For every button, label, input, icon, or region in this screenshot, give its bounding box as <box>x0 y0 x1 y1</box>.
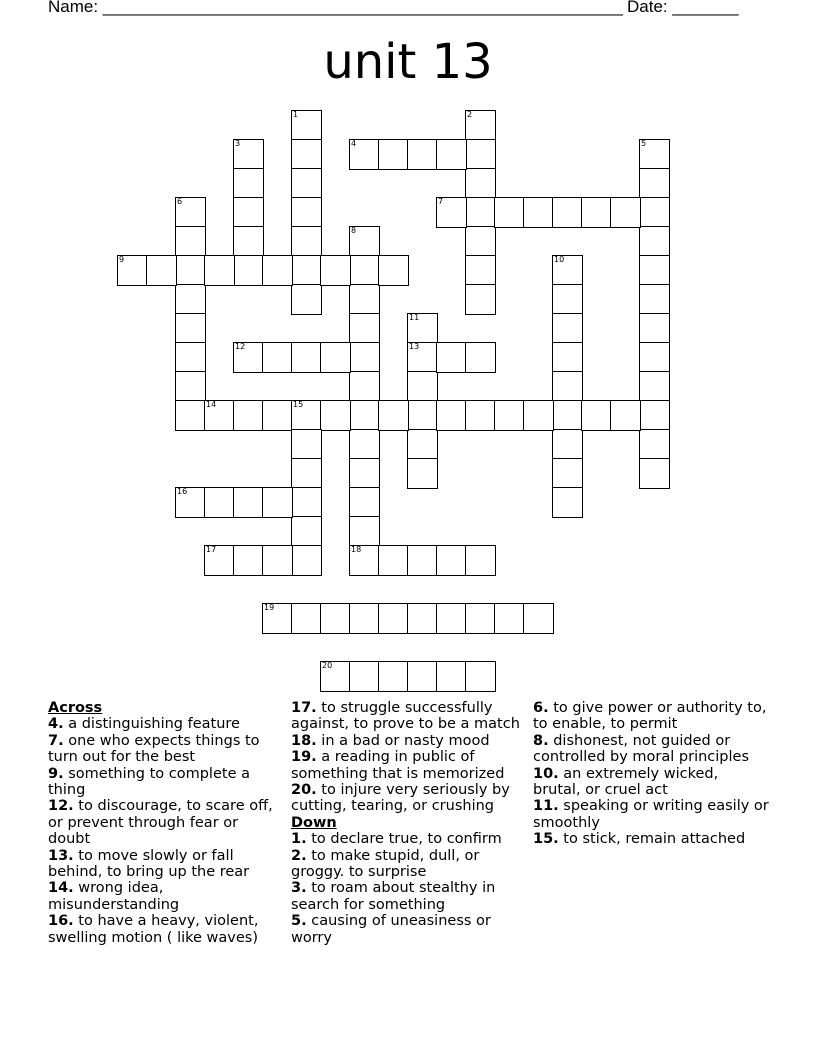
clue-number-label: 12 <box>235 342 246 351</box>
crossword-cell[interactable] <box>378 603 409 634</box>
crossword-cell[interactable] <box>349 342 380 373</box>
crossword-cell[interactable] <box>291 516 322 547</box>
crossword-cell[interactable] <box>552 197 583 228</box>
name-field-label: Name: _______________________________________________________ <box>48 0 623 16</box>
clue-down-8: 8. dishonest, not guided or controlled by moral principles <box>533 732 749 766</box>
crossword-cell[interactable] <box>349 487 380 518</box>
crossword-cell[interactable] <box>407 429 438 460</box>
crossword-cell[interactable] <box>233 139 264 170</box>
crossword-cell[interactable] <box>233 487 264 518</box>
crossword-cell[interactable] <box>146 255 177 286</box>
clue-number-label: 2 <box>467 110 473 119</box>
crossword-cell[interactable] <box>349 545 380 576</box>
crossword-cell[interactable] <box>639 342 670 373</box>
clue-number-label: 20 <box>322 661 333 670</box>
crossword-cell[interactable] <box>465 226 496 257</box>
crossword-cell[interactable] <box>175 371 206 402</box>
crossword-cell[interactable] <box>436 197 467 228</box>
crossword-cell[interactable] <box>552 313 583 344</box>
crossword-cell[interactable] <box>436 603 467 634</box>
crossword-cell[interactable] <box>407 371 438 402</box>
clues-column-3 <box>533 700 769 848</box>
crossword-cell[interactable] <box>349 603 380 634</box>
clue-across-13: 13. to move slowly or fall behind, to bring up the rear <box>48 847 250 881</box>
crossword-cell[interactable] <box>639 429 670 460</box>
clue-down-11: 11. speaking or writing easily or smoothly <box>533 798 769 831</box>
crossword-cell[interactable] <box>436 400 467 431</box>
crossword-cell[interactable] <box>349 226 380 257</box>
crossword-cell[interactable] <box>552 400 583 431</box>
crossword-cell[interactable] <box>291 110 322 141</box>
clue-across-18: 18. in a bad or nasty mood <box>291 732 490 749</box>
clue-number-label: 1 <box>293 110 299 119</box>
crossword-cell[interactable] <box>494 400 525 431</box>
crossword-cell[interactable] <box>407 400 438 431</box>
crossword-cell[interactable] <box>204 487 235 518</box>
crossword-cell[interactable] <box>581 400 612 431</box>
clue-down-6: 6. to give power or authority to, to enable, to permit <box>533 700 767 733</box>
crossword-cell[interactable] <box>262 487 293 518</box>
crossword-cell[interactable] <box>407 661 438 692</box>
clue-down-2: 2. to make stupid, dull, or groggy. to surprise <box>291 847 480 881</box>
crossword-cell[interactable] <box>552 458 583 489</box>
crossword-cell[interactable] <box>552 342 583 373</box>
crossword-cell[interactable] <box>291 487 322 518</box>
crossword-cell[interactable] <box>465 139 496 170</box>
crossword-cell[interactable] <box>407 313 438 344</box>
crossword-cell[interactable] <box>175 313 206 344</box>
crossword-cell[interactable] <box>465 545 496 576</box>
crossword-cell[interactable] <box>320 400 351 431</box>
crossword-cell[interactable] <box>436 661 467 692</box>
crossword-cell[interactable] <box>378 545 409 576</box>
clue-across-20: 20. to injure very seriously by cutting, tearing, or crushing <box>291 782 510 815</box>
crossword-cell[interactable] <box>407 458 438 489</box>
crossword-cell[interactable] <box>291 139 322 170</box>
clue-number-label: 19 <box>264 603 275 612</box>
clue-down-10: 10. an extremely wicked, brutal, or cruel act <box>533 765 719 799</box>
crossword-cell[interactable] <box>291 255 322 286</box>
crossword-cell[interactable] <box>175 226 206 257</box>
crossword-cell[interactable] <box>291 342 322 373</box>
crossword-cell[interactable] <box>494 603 525 634</box>
crossword-cell[interactable] <box>407 545 438 576</box>
crossword-cell[interactable] <box>581 197 612 228</box>
crossword-cell[interactable] <box>639 313 670 344</box>
crossword-cell[interactable] <box>378 661 409 692</box>
date-field-label: Date: _______ <box>627 0 739 16</box>
clue-number-label: 14 <box>206 400 217 409</box>
crossword-cell[interactable] <box>407 603 438 634</box>
crossword-cell[interactable] <box>320 603 351 634</box>
clues-column-2 <box>291 700 527 946</box>
crossword-cell[interactable] <box>262 545 293 576</box>
crossword-cell[interactable] <box>465 168 496 199</box>
crossword-cell[interactable] <box>175 284 206 315</box>
crossword-cell[interactable] <box>204 400 235 431</box>
crossword-cell[interactable] <box>233 226 264 257</box>
clues-column-1 <box>48 700 284 946</box>
crossword-cell[interactable] <box>465 197 496 228</box>
crossword-cell[interactable] <box>610 197 641 228</box>
crossword-cell[interactable] <box>117 255 148 286</box>
crossword-cell[interactable] <box>552 284 583 315</box>
crossword-cell[interactable] <box>204 255 235 286</box>
crossword-cell[interactable] <box>291 197 322 228</box>
crossword-cell[interactable] <box>291 458 322 489</box>
crossword-cell[interactable] <box>465 400 496 431</box>
clue-number-label: 8 <box>351 226 357 235</box>
crossword-cell[interactable] <box>291 284 322 315</box>
clue-number-label: 3 <box>235 139 241 148</box>
crossword-cell[interactable] <box>349 400 380 431</box>
crossword-cell[interactable] <box>610 400 641 431</box>
clue-number-label: 9 <box>119 255 125 264</box>
crossword-cell[interactable] <box>639 226 670 257</box>
crossword-cell[interactable] <box>262 255 293 286</box>
crossword-cell[interactable] <box>233 545 264 576</box>
across-heading: Across <box>48 700 103 716</box>
clue-across-16: 16. to have a heavy, violent, swelling motion ( like waves) <box>48 913 259 946</box>
clue-number-label: 15 <box>293 400 304 409</box>
clue-number-label: 6 <box>177 197 183 206</box>
crossword-cell[interactable] <box>378 255 409 286</box>
clue-number-label: 11 <box>409 313 420 322</box>
crossword-cell[interactable] <box>262 603 293 634</box>
clue-number-label: 10 <box>554 255 565 264</box>
crossword-cell[interactable] <box>175 400 206 431</box>
crossword-cell[interactable] <box>407 139 438 170</box>
crossword-cell[interactable] <box>233 197 264 228</box>
crossword-cell[interactable] <box>523 197 554 228</box>
crossword-cell[interactable] <box>639 284 670 315</box>
crossword-cell[interactable] <box>291 545 322 576</box>
crossword-cell[interactable] <box>523 603 554 634</box>
crossword-cell[interactable] <box>552 429 583 460</box>
crossword-cell[interactable] <box>349 458 380 489</box>
crossword-cell[interactable] <box>291 603 322 634</box>
clue-down-3: 3. to roam about stealthy in search for something <box>291 880 496 913</box>
clue-across-9: 9. something to complete a thing <box>48 765 250 799</box>
crossword-cell[interactable] <box>465 284 496 315</box>
clue-number-label: 17 <box>206 545 217 554</box>
clue-across-7: 7. one who expects things to turn out for the best <box>48 732 260 766</box>
crossword-cell[interactable] <box>233 400 264 431</box>
crossword-cell[interactable] <box>407 342 438 373</box>
crossword-cell[interactable] <box>349 284 380 315</box>
crossword-cell[interactable] <box>175 487 206 518</box>
crossword-cell[interactable] <box>436 342 467 373</box>
crossword-cell[interactable] <box>639 400 670 431</box>
crossword-cell[interactable] <box>320 255 351 286</box>
crossword-cell[interactable] <box>320 661 351 692</box>
clue-number-label: 16 <box>177 487 188 496</box>
clue-number-label: 13 <box>409 342 420 351</box>
crossword-cell[interactable] <box>523 400 554 431</box>
crossword-cell[interactable] <box>349 429 380 460</box>
crossword-cell[interactable] <box>436 545 467 576</box>
crossword-cell[interactable] <box>378 139 409 170</box>
crossword-cell[interactable] <box>349 313 380 344</box>
clue-across-14: 14. wrong idea, misunderstanding <box>48 880 180 913</box>
crossword-cell[interactable] <box>436 139 467 170</box>
clue-across-19: 19. a reading in public of something that is memorized <box>291 749 505 782</box>
crossword-cell[interactable] <box>349 139 380 170</box>
crossword-cell[interactable] <box>233 342 264 373</box>
clue-number-label: 5 <box>641 139 647 148</box>
crossword-cell[interactable] <box>639 168 670 199</box>
crossword-cell[interactable] <box>465 342 496 373</box>
crossword-cell[interactable] <box>378 400 409 431</box>
clue-number-label: 18 <box>351 545 362 554</box>
crossword-cell[interactable] <box>639 458 670 489</box>
crossword-cell[interactable] <box>262 342 293 373</box>
crossword-cell[interactable] <box>639 255 670 286</box>
down-heading: Down <box>291 814 337 831</box>
crossword-cell[interactable] <box>233 255 264 286</box>
crossword-cell[interactable] <box>465 603 496 634</box>
clue-down-15: 15. to stick, remain attached <box>533 831 746 848</box>
crossword-cell[interactable] <box>349 516 380 547</box>
clue-number-label: 4 <box>351 139 357 148</box>
clue-across-12: 12. to discourage, to scare off, or prevent through fear or doubt <box>48 798 273 848</box>
clue-number-label: 7 <box>438 197 444 206</box>
crossword-cell[interactable] <box>262 400 293 431</box>
crossword-cell[interactable] <box>552 371 583 402</box>
crossword-cell[interactable] <box>320 342 351 373</box>
page-title: unit 13 <box>323 34 493 90</box>
clue-across-4: 4. a distinguishing feature <box>48 716 240 733</box>
crossword-cell[interactable] <box>291 226 322 257</box>
crossword-cell[interactable] <box>291 400 322 431</box>
crossword-cell[interactable] <box>465 255 496 286</box>
crossword-cell[interactable] <box>639 139 670 170</box>
crossword-cell[interactable] <box>291 168 322 199</box>
crossword-cell[interactable] <box>291 429 322 460</box>
crossword-cell[interactable] <box>175 197 206 228</box>
crossword-cell[interactable] <box>349 661 380 692</box>
crossword-cell[interactable] <box>552 255 583 286</box>
crossword-cell[interactable] <box>465 661 496 692</box>
crossword-cell[interactable] <box>175 255 206 286</box>
crossword-cell[interactable] <box>175 342 206 373</box>
clue-down-1: 1. to declare true, to confirm <box>291 831 502 848</box>
crossword-cell[interactable] <box>349 371 380 402</box>
crossword-cell[interactable] <box>552 487 583 518</box>
crossword-cell[interactable] <box>494 197 525 228</box>
crossword-cell[interactable] <box>465 110 496 141</box>
crossword-cell[interactable] <box>204 545 235 576</box>
crossword-cell[interactable] <box>233 168 264 199</box>
clue-down-5: 5. causing of uneasiness or worry <box>291 913 491 946</box>
crossword-cell[interactable] <box>349 255 380 286</box>
crossword-cell[interactable] <box>639 371 670 402</box>
crossword-cell[interactable] <box>639 197 670 228</box>
clue-across-17: 17. to struggle successfully against, to prove to be a match <box>291 700 520 733</box>
